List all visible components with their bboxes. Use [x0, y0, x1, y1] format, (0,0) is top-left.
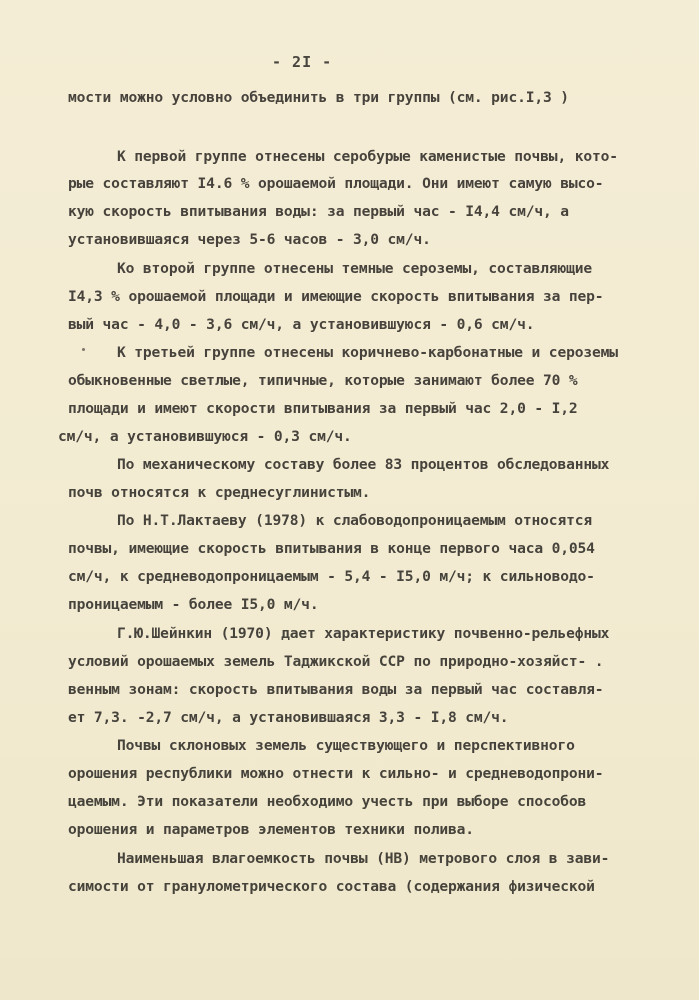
- text-line: см/ч, к средневодопроницаемым - 5,4 - I5,0 м/ч; к сильноводо-: [68, 568, 595, 585]
- text-line: установившаяся через 5-6 часов - 3,0 см/ч.: [68, 231, 431, 248]
- text-line: кую скорость впитывания воды: за первый час - I4,4 см/ч, а: [68, 203, 569, 220]
- text-line: Г.Ю.Шейнкин (1970) дает характеристику почвенно-рельефных: [117, 625, 610, 642]
- text-line: К первой группе отнесены серобурые каменистые почвы, кото-: [117, 148, 618, 165]
- text-line: рые составляют I4.6 % орошаемой площади. Они имеют самую высо-: [68, 175, 604, 192]
- text-line: орошения республики можно отнести к сильно- и средневодопрони-: [68, 765, 604, 782]
- text-line: условий орошаемых земель Таджикской ССР по природно-хозяйст- .: [68, 653, 604, 670]
- text-line: почв относятся к среднесуглинистым.: [68, 484, 371, 501]
- text-line: цаемым. Эти показатели необходимо учесть при выборе способов: [68, 793, 587, 810]
- text-line: вый час - 4,0 - 3,6 см/ч, а установившуюся - 0,6 см/ч.: [68, 316, 535, 333]
- text-line: Наименьшая влагоемкость почвы (НВ) метрового слоя в зави-: [117, 850, 610, 867]
- text-line: см/ч, а установившуюся - 0,3 см/ч.: [58, 428, 352, 445]
- text-line: почвы, имеющие скорость впитывания в конце первого часа 0,054: [68, 540, 595, 557]
- text-line: По Н.Т.Лактаеву (1978) к слабоводопроницаемым относятся: [117, 512, 592, 529]
- text-line: ет 7,3. -2,7 см/ч, а установившаяся 3,3 - I,8 см/ч.: [68, 709, 509, 726]
- text-line: К третьей группе отнесены коричнево-карбонатные и сероземы: [117, 344, 618, 361]
- text-line: I4,3 % орошаемой площади и имеющие скорость впитывания за пер-: [68, 288, 604, 305]
- text-line: обыкновенные светлые, типичные, которые занимают более 70 %: [68, 372, 578, 389]
- text-line: площади и имеют скорости впитывания за первый час 2,0 - I,2: [68, 400, 578, 417]
- ink-speck: [82, 348, 85, 351]
- text-line: По механическому составу более 83 процентов обследованных: [117, 456, 610, 473]
- text-line: Почвы склоновых земель существующего и перспективного: [117, 737, 575, 754]
- text-line: венным зонам: скорость впитывания воды за первый час составля-: [68, 681, 604, 698]
- text-line: мости можно условно объединить в три группы (см. рис.I,3 ): [68, 89, 569, 106]
- text-line: симости от гранулометрического состава (содержания физической: [68, 878, 595, 895]
- page-number: - 2I -: [272, 53, 333, 71]
- text-line: Ко второй группе отнесены темные сероземы, составляющие: [117, 260, 592, 277]
- text-line: проницаемым - более I5,0 м/ч.: [68, 596, 319, 613]
- text-line: орошения и параметров элементов техники полива.: [68, 821, 474, 838]
